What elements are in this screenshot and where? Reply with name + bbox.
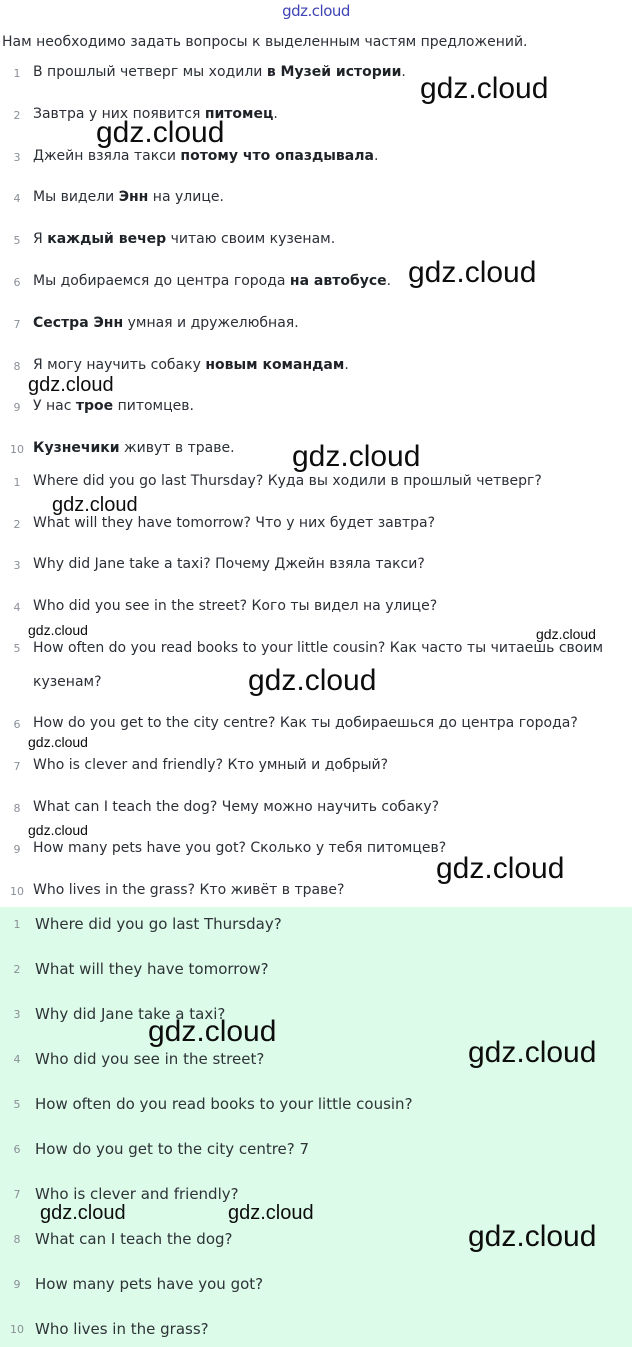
sentence-text: Я каждый вечер читаю своим кузенам. <box>33 231 336 247</box>
watermark: gdz.cloud <box>536 626 596 642</box>
watermark: gdz.cloud <box>96 116 225 149</box>
task-intro: Нам необходимо задать вопросы к выделенным частям предложений. <box>2 34 528 50</box>
translation-text: Why did Jane take a taxi? Почему Джейн взяла такси? <box>33 556 425 572</box>
item-number: 5 <box>13 642 21 655</box>
item-number: 6 <box>13 1143 21 1156</box>
answer-text: Why did Jane take a taxi? <box>35 1005 226 1023</box>
sentence-text: В прошлый четверг мы ходили в Музей истории. <box>33 64 406 80</box>
sentence-text: Сестра Энн умная и дружелюбная. <box>33 315 299 331</box>
item-number: 5 <box>13 1098 21 1111</box>
watermark: gdz.cloud <box>408 256 537 289</box>
item-number: 7 <box>13 760 21 773</box>
answers-block <box>0 907 632 1347</box>
sentence-text: Я могу научить собаку новым командам. <box>33 357 349 373</box>
sentence-text: У нас трое питомцев. <box>33 398 194 414</box>
watermark: gdz.cloud <box>148 1015 277 1048</box>
item-number: 2 <box>13 109 21 122</box>
watermark: gdz.cloud <box>228 1202 314 1224</box>
translation-text: How often do you read books to your little cousin? Как часто ты читаешь своим кузенам? <box>33 640 604 690</box>
watermark: gdz.cloud <box>436 852 565 885</box>
site-logo[interactable]: gdz.cloud <box>282 2 350 20</box>
watermark: gdz.cloud <box>28 622 88 638</box>
watermark: gdz.cloud <box>420 72 549 105</box>
item-number: 9 <box>13 1278 21 1291</box>
answer-text: Who lives in the grass? <box>35 1320 209 1338</box>
item-number: 1 <box>13 476 21 489</box>
item-number: 2 <box>13 518 21 531</box>
watermark: gdz.cloud <box>28 822 88 838</box>
translation-text: How many pets have you got? Сколько у тебя питомцев? <box>33 840 447 856</box>
item-number: 10 <box>10 885 24 898</box>
translation-text: How do you get to the city centre? Как ты добираешься до центра города? <box>33 715 578 731</box>
translation-text: Where did you go last Thursday? Куда вы ходили в прошлый четверг? <box>33 473 542 489</box>
item-number: 6 <box>13 276 21 289</box>
answer-text: Where did you go last Thursday? <box>35 915 282 933</box>
answer-text: What can I teach the dog? <box>35 1230 233 1248</box>
watermark: gdz.cloud <box>52 494 138 516</box>
translation-text: What can I teach the dog? Чему можно научить собаку? <box>33 799 440 815</box>
watermark: gdz.cloud <box>248 664 377 697</box>
item-number: 4 <box>13 192 21 205</box>
item-number: 4 <box>13 1053 21 1066</box>
sentence-text: Завтра у них появится питомец. <box>33 106 278 122</box>
item-number: 7 <box>13 318 21 331</box>
item-number: 7 <box>13 1188 21 1201</box>
answer-text: Who did you see in the street? <box>35 1050 265 1068</box>
answer-text: What will they have tomorrow? <box>35 960 269 978</box>
item-number: 8 <box>13 360 21 373</box>
watermark: gdz.cloud <box>468 1220 597 1253</box>
item-number: 3 <box>13 151 21 164</box>
item-number: 3 <box>13 1008 21 1021</box>
sentence-text: Мы видели Энн на улице. <box>33 189 224 205</box>
translation-text: What will they have tomorrow? Что у них будет завтра? <box>33 515 436 531</box>
translation-text: Who is clever and friendly? Кто умный и добрый? <box>33 757 389 773</box>
watermark: gdz.cloud <box>28 374 114 396</box>
item-number: 4 <box>13 601 21 614</box>
item-number: 10 <box>10 1323 24 1336</box>
watermark: gdz.cloud <box>468 1036 597 1069</box>
answer-text: Who is clever and friendly? <box>35 1185 239 1203</box>
watermark: gdz.cloud <box>292 440 421 473</box>
item-number: 8 <box>13 802 21 815</box>
translation-text: Who lives in the grass? Кто живёт в траве? <box>33 882 345 898</box>
item-number: 1 <box>13 67 21 80</box>
sentence-text: Кузнечики живут в траве. <box>33 440 235 456</box>
item-number: 8 <box>13 1233 21 1246</box>
item-number: 10 <box>10 443 24 456</box>
sentence-text: Мы добираемся до центра города на автобусе. <box>33 273 392 289</box>
answer-text: How do you get to the city centre? 7 <box>35 1140 310 1158</box>
item-number: 5 <box>13 234 21 247</box>
watermark: gdz.cloud <box>40 1202 126 1224</box>
item-number: 1 <box>13 918 21 931</box>
answer-text: How many pets have you got? <box>35 1275 264 1293</box>
answer-text: How often do you read books to your little cousin? <box>35 1095 413 1113</box>
item-number: 3 <box>13 559 21 572</box>
watermark: gdz.cloud <box>28 734 88 750</box>
item-number: 9 <box>13 843 21 856</box>
sentence-text: Джейн взяла такси потому что опаздывала. <box>33 148 379 164</box>
item-number: 6 <box>13 718 21 731</box>
item-number: 2 <box>13 963 21 976</box>
translation-text: Who did you see in the street? Кого ты видел на улице? <box>33 598 438 614</box>
item-number: 9 <box>13 401 21 414</box>
